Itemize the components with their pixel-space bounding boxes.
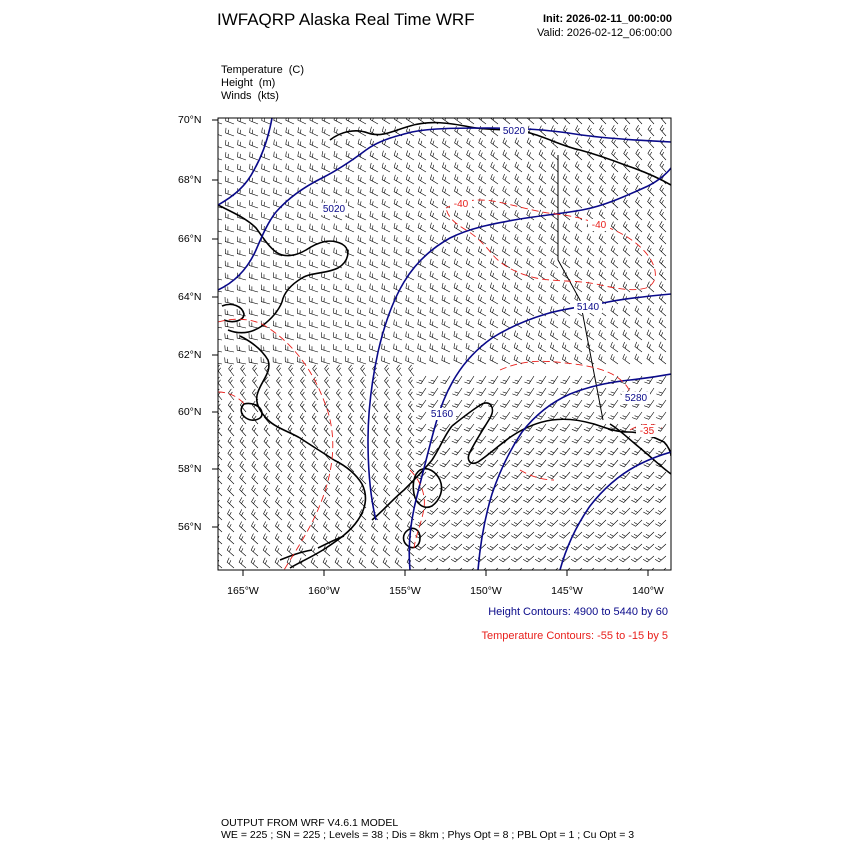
lat-label: 66°N [178,233,202,245]
temperature-contours-legend: Temperature Contours: -55 to -15 by 5 [481,630,668,642]
height-label: 5280 [624,393,648,404]
lon-label: 145°W [551,585,583,597]
lon-label: 165°W [227,585,259,597]
model-info-line-2: WE = 225 ; SN = 225 ; Levels = 38 ; Dis = 8km ; Phys Opt = 8 ; PBL Opt = 1 ; Cu Opt = 3 [221,829,635,841]
lon-label: 140°W [632,585,664,597]
height-label: 5020 [322,204,346,215]
field-label-height: Height (m) [221,77,276,89]
temperature-label: -40 [591,220,607,231]
valid-time: Valid: 2026-02-12_06:00:00 [537,27,672,39]
lat-label: 70°N [178,114,202,126]
lon-label: 160°W [308,585,340,597]
temperature-label: -35 [639,426,655,437]
field-label-winds: Winds (kts) [221,90,279,102]
height-label: 5020 [502,126,526,137]
temperature-label: -40 [453,199,469,210]
height-label: 5140 [576,302,600,313]
lat-label: 58°N [178,463,202,475]
map-title: IWFAQRP Alaska Real Time WRF [217,10,475,29]
lat-label: 60°N [178,406,202,418]
lat-label: 68°N [178,174,202,186]
model-info-line-1: OUTPUT FROM WRF V4.6.1 MODEL [221,817,399,829]
lat-label: 56°N [178,521,202,533]
height-label: 5160 [430,409,454,420]
height-contours-legend: Height Contours: 4900 to 5440 by 60 [488,606,668,618]
lat-label: 62°N [178,349,202,361]
lon-label: 150°W [470,585,502,597]
lat-label: 64°N [178,291,202,303]
lon-label: 155°W [389,585,421,597]
init-time: Init: 2026-02-11_00:00:00 [542,13,672,25]
field-label-temperature: Temperature (C) [221,64,305,76]
